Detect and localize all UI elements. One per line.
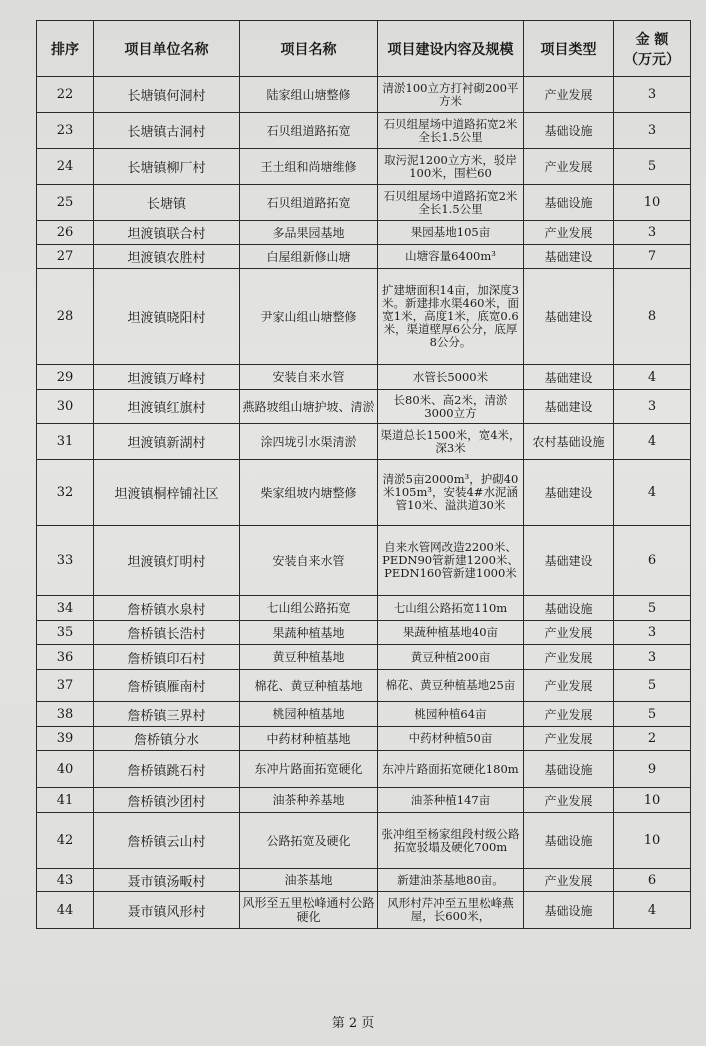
row-amount: 7: [614, 245, 691, 269]
table-row: [37, 869, 691, 892]
row-amount: 3: [614, 113, 691, 149]
row-no: 44: [37, 892, 94, 929]
row-type: 基础设施: [524, 113, 614, 149]
row-unit: 长塘镇何洞村: [94, 77, 240, 113]
row-amount: 4: [614, 365, 691, 390]
header-no: 排序: [37, 21, 94, 77]
row-no: 38: [37, 702, 94, 727]
row-no: 42: [37, 813, 94, 869]
row-no: 30: [37, 390, 94, 424]
row-unit: 詹桥镇雁南村: [94, 670, 240, 702]
row-content: 扩建塘面积14亩，加深度3米。新建排水渠460米，面宽1米，高度1米，底宽0.6米，渠道壁厚6公分，底厚8公分。: [378, 269, 524, 365]
table-row: [37, 221, 691, 245]
row-content: 果园基地105亩: [378, 221, 524, 245]
row-type: 基础建设: [524, 390, 614, 424]
row-project-name: 棉花、黄豆种植基地: [240, 670, 378, 702]
row-content: 自来水管网改造2200米、PEDN90管新建1200米、PEDN160管新建1000米: [378, 526, 524, 596]
row-unit: 詹桥镇印石村: [94, 645, 240, 670]
header-content: 项目建设内容及规模: [378, 21, 524, 77]
row-amount: 5: [614, 670, 691, 702]
row-no: 28: [37, 269, 94, 365]
row-no: 39: [37, 727, 94, 751]
row-no: 22: [37, 77, 94, 113]
row-project-name: 果蔬种植基地: [240, 621, 378, 645]
header-amount-line1: 金 额: [635, 31, 669, 48]
row-no: 36: [37, 645, 94, 670]
row-unit: 詹桥镇长浩村: [94, 621, 240, 645]
row-content: 风形村芹冲至五里松峰燕屋，长600米，: [378, 892, 524, 929]
row-unit: 坦渡镇灯明村: [94, 526, 240, 596]
row-amount: 10: [614, 813, 691, 869]
row-amount: 10: [614, 185, 691, 221]
row-project-name: 石贝组道路拓宽: [240, 113, 378, 149]
row-project-name: 公路拓宽及硬化: [240, 813, 378, 869]
row-amount: 3: [614, 221, 691, 245]
row-amount: 6: [614, 526, 691, 596]
table-row: [37, 424, 691, 460]
row-project-name: 东冲片路面拓宽硬化: [240, 751, 378, 788]
row-type: 基础建设: [524, 460, 614, 526]
table-row: [37, 365, 691, 390]
row-content: 水管长5000米: [378, 365, 524, 390]
row-unit: 坦渡镇晓阳村: [94, 269, 240, 365]
row-project-name: 安装自来水管: [240, 526, 378, 596]
row-content: 渠道总长1500米，宽4米，深3米: [378, 424, 524, 460]
header-type: 项目类型: [524, 21, 614, 77]
table-row: [37, 892, 691, 929]
table-row: [37, 670, 691, 702]
row-type: 产业发展: [524, 670, 614, 702]
row-type: 基础建设: [524, 526, 614, 596]
row-type: 产业发展: [524, 727, 614, 751]
row-no: 29: [37, 365, 94, 390]
row-content: 果蔬种植基地40亩: [378, 621, 524, 645]
row-unit: 詹桥镇水泉村: [94, 596, 240, 621]
table-header-row: [37, 21, 691, 77]
table-row: [37, 596, 691, 621]
row-content: 石贝组屋场中道路拓宽2米全长1.5公里: [378, 113, 524, 149]
row-amount: 3: [614, 390, 691, 424]
row-no: 33: [37, 526, 94, 596]
row-no: 27: [37, 245, 94, 269]
table-row: [37, 460, 691, 526]
row-project-name: 燕路坡组山塘护坡、清淤: [240, 390, 378, 424]
row-project-name: 白屋组新修山塘: [240, 245, 378, 269]
row-amount: 6: [614, 869, 691, 892]
row-project-name: 涂四垅引水渠清淤: [240, 424, 378, 460]
row-amount: 4: [614, 892, 691, 929]
table-row: [37, 185, 691, 221]
row-content: 长80米、高2米，清淤3000立方: [378, 390, 524, 424]
row-no: 41: [37, 788, 94, 813]
row-unit: 詹桥镇云山村: [94, 813, 240, 869]
row-type: 产业发展: [524, 869, 614, 892]
project-table: [36, 20, 691, 929]
table-row: [37, 788, 691, 813]
row-no: 24: [37, 149, 94, 185]
table-row: [37, 390, 691, 424]
row-amount: 4: [614, 460, 691, 526]
row-type: 产业发展: [524, 621, 614, 645]
row-type: 产业发展: [524, 77, 614, 113]
row-amount: 9: [614, 751, 691, 788]
row-no: 34: [37, 596, 94, 621]
row-content: 清淤5亩2000m³，护砌40米105m³，安装4#水泥涵管10米、溢洪道30米: [378, 460, 524, 526]
row-unit: 长塘镇柳厂村: [94, 149, 240, 185]
header-amount-line2: （万元）: [624, 51, 680, 68]
row-content: 中药材种植50亩: [378, 727, 524, 751]
row-content: 东冲片路面拓宽硬化180m: [378, 751, 524, 788]
row-project-name: 桃园种植基地: [240, 702, 378, 727]
row-type: 基础设施: [524, 185, 614, 221]
table-row: [37, 621, 691, 645]
row-unit: 詹桥镇沙团村: [94, 788, 240, 813]
row-unit: 长塘镇古洞村: [94, 113, 240, 149]
row-unit: 聂市镇风形村: [94, 892, 240, 929]
table-row: [37, 77, 691, 113]
table-row: [37, 645, 691, 670]
row-content: 七山组公路拓宽110m: [378, 596, 524, 621]
header-amount: [614, 21, 691, 77]
row-unit: 坦渡镇农胜村: [94, 245, 240, 269]
row-unit: 坦渡镇万峰村: [94, 365, 240, 390]
table-row: [37, 269, 691, 365]
row-type: 产业发展: [524, 149, 614, 185]
row-no: 31: [37, 424, 94, 460]
row-no: 35: [37, 621, 94, 645]
row-unit: 聂市镇汤畈村: [94, 869, 240, 892]
row-project-name: 王土组和尚塘维修: [240, 149, 378, 185]
row-amount: 5: [614, 149, 691, 185]
row-unit: 坦渡镇红旗村: [94, 390, 240, 424]
row-type: 基础设施: [524, 813, 614, 869]
row-project-name: 七山组公路拓宽: [240, 596, 378, 621]
table-row: [37, 526, 691, 596]
row-type: 产业发展: [524, 702, 614, 727]
row-project-name: 陆家组山塘整修: [240, 77, 378, 113]
row-type: 基础设施: [524, 596, 614, 621]
row-no: 23: [37, 113, 94, 149]
row-type: 基础建设: [524, 365, 614, 390]
row-type: 产业发展: [524, 788, 614, 813]
row-content: 清淤100立方打衬砌200平方米: [378, 77, 524, 113]
row-content: 山塘容量6400m³: [378, 245, 524, 269]
table-row: [37, 702, 691, 727]
table-row: [37, 727, 691, 751]
row-no: 32: [37, 460, 94, 526]
row-amount: 8: [614, 269, 691, 365]
row-no: 25: [37, 185, 94, 221]
row-project-name: 石贝组道路拓宽: [240, 185, 378, 221]
row-type: 农村基础设施: [524, 424, 614, 460]
row-no: 40: [37, 751, 94, 788]
row-content: 棉花、黄豆种植基地25亩: [378, 670, 524, 702]
table-row: [37, 245, 691, 269]
row-amount: 3: [614, 645, 691, 670]
table-row: [37, 149, 691, 185]
header-name: 项目名称: [240, 21, 378, 77]
row-no: 37: [37, 670, 94, 702]
row-content: 桃园种植64亩: [378, 702, 524, 727]
row-project-name: 风形至五里松峰通村公路硬化: [240, 892, 378, 929]
row-content: 油茶种植147亩: [378, 788, 524, 813]
row-project-name: 安装自来水管: [240, 365, 378, 390]
page-number: 第 2 页: [331, 1016, 375, 1031]
row-project-name: 油茶基地: [240, 869, 378, 892]
row-unit: 詹桥镇分水: [94, 727, 240, 751]
row-amount: 3: [614, 621, 691, 645]
row-type: 基础建设: [524, 245, 614, 269]
row-type: 产业发展: [524, 221, 614, 245]
row-type: 基础设施: [524, 751, 614, 788]
row-amount: 3: [614, 77, 691, 113]
row-amount: 2: [614, 727, 691, 751]
row-amount: 5: [614, 596, 691, 621]
row-no: 26: [37, 221, 94, 245]
row-project-name: 油茶种养基地: [240, 788, 378, 813]
row-project-name: 柴家组坡内塘整修: [240, 460, 378, 526]
row-unit: 詹桥镇三界村: [94, 702, 240, 727]
row-unit: 坦渡镇新湖村: [94, 424, 240, 460]
row-unit: 坦渡镇桐梓铺社区: [94, 460, 240, 526]
row-amount: 5: [614, 702, 691, 727]
row-content: 新建油茶基地80亩。: [378, 869, 524, 892]
row-type: 产业发展: [524, 645, 614, 670]
table-row: [37, 113, 691, 149]
row-content: 张冲组至杨家组段村级公路拓宽驳塌及硬化700m: [378, 813, 524, 869]
row-content: 黄豆种植200亩: [378, 645, 524, 670]
row-no: 43: [37, 869, 94, 892]
table-row: [37, 751, 691, 788]
row-unit: 詹桥镇跳石村: [94, 751, 240, 788]
row-amount: 10: [614, 788, 691, 813]
row-content: 石贝组屋场中道路拓宽2米全长1.5公里: [378, 185, 524, 221]
row-unit: 长塘镇: [94, 185, 240, 221]
row-unit: 坦渡镇联合村: [94, 221, 240, 245]
row-type: 基础建设: [524, 269, 614, 365]
row-project-name: 尹家山组山塘整修: [240, 269, 378, 365]
row-amount: 4: [614, 424, 691, 460]
row-content: 取污泥1200立方米，驳岸100米，围栏60: [378, 149, 524, 185]
row-type: 基础设施: [524, 892, 614, 929]
row-project-name: 中药材种植基地: [240, 727, 378, 751]
row-project-name: 多品果园基地: [240, 221, 378, 245]
table-row: [37, 813, 691, 869]
header-unit: 项目单位名称: [94, 21, 240, 77]
row-project-name: 黄豆种植基地: [240, 645, 378, 670]
